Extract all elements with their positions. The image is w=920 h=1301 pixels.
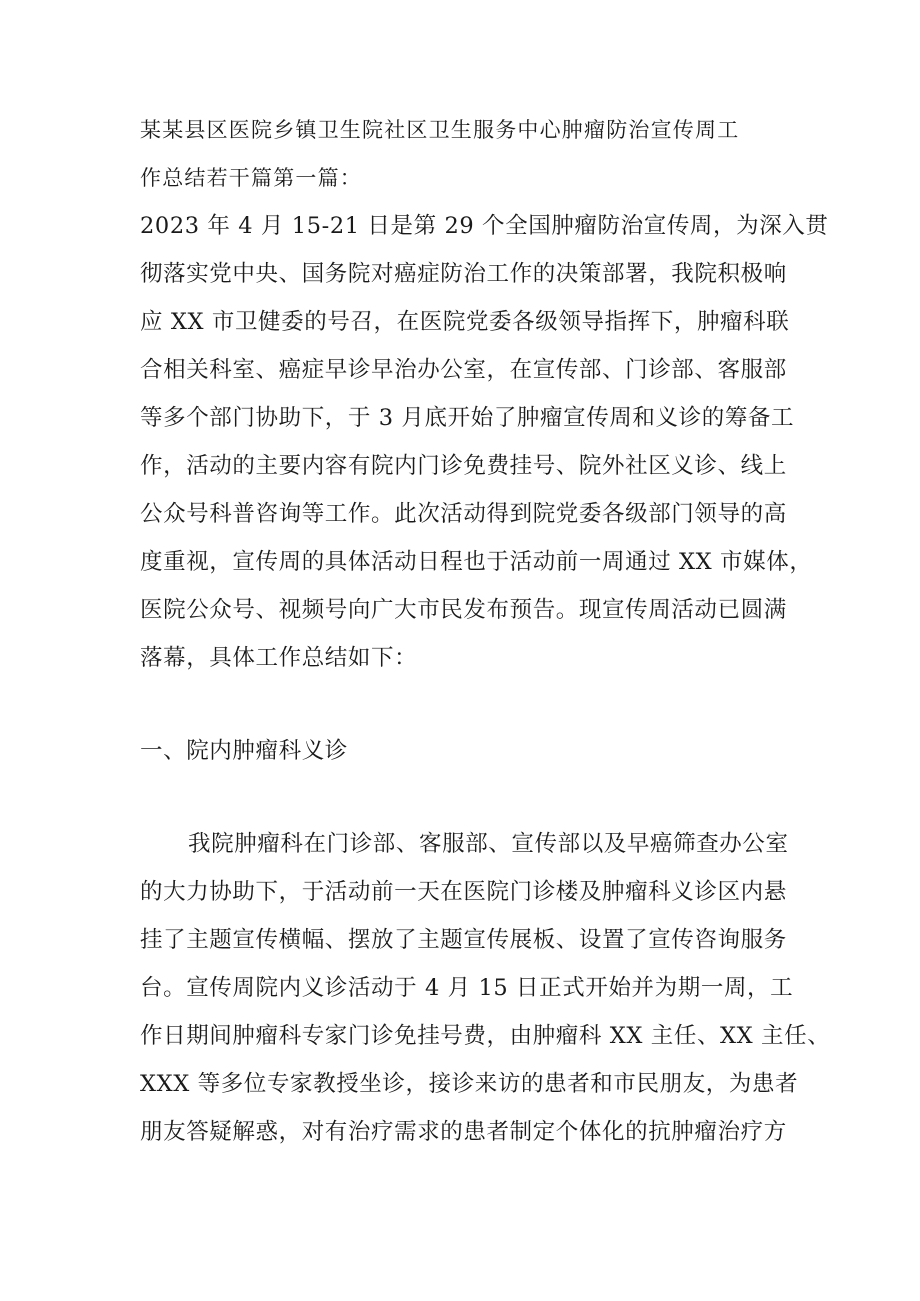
intro-paragraph-line: 公众号科普咨询等工作。此次活动得到院党委各级部门领导的高 (140, 501, 787, 527)
section-paragraph-line: 我院肿瘤科在门诊部、客服部、宣传部以及早癌筛查办公室 (188, 831, 789, 857)
intro-paragraph-line: 合相关科室、癌症早诊早治办公室，在宣传部、门诊部、客服部 (140, 357, 787, 383)
section-paragraph-line: 作日期间肿瘤科专家门诊免挂号费，由肿瘤科 XX 主任、XX 主任、 (140, 1023, 831, 1049)
section-paragraph-line: 朋友答疑解惑，对有治疗需求的患者制定个体化的抗肿瘤治疗方 (140, 1119, 787, 1145)
intro-paragraph-line: 等多个部门协助下，于 3 月底开始了肿瘤宣传周和义诊的筹备工 (140, 405, 795, 431)
document-title-line: 作总结若干篇第一篇： (140, 166, 362, 190)
intro-paragraph-line: 应 XX 市卫健委的号召，在医院党委各级领导指挥下，肿瘤科联 (140, 309, 790, 335)
section-heading: 一、院内肿瘤科义诊 (140, 738, 348, 764)
intro-paragraph-line: 2023 年 4 月 15-21 日是第 29 个全国肿瘤防治宣传周，为深入贯 (140, 213, 829, 239)
intro-paragraph-line: 彻落实党中央、国务院对癌症防治工作的决策部署，我院积极响 (140, 261, 787, 287)
section-paragraph-line: 挂了主题宣传横幅、摆放了主题宣传展板、设置了宣传咨询服务 (140, 927, 787, 953)
intro-paragraph-line: 落幕，具体工作总结如下： (140, 645, 418, 671)
intro-paragraph-line: 医院公众号、视频号向广大市民发布预告。现宣传周活动已圆满 (140, 597, 787, 623)
section-paragraph-line: XXX 等多位专家教授坐诊，接诊来访的患者和市民朋友，为患者 (140, 1071, 799, 1097)
document-title-line: 某某县区医院乡镇卫生院社区卫生服务中心肿瘤防治宣传周工 (140, 118, 740, 142)
section-paragraph-line: 台。宣传周院内义诊活动于 4 月 15 日正式开始并为期一周，工 (140, 975, 794, 1001)
intro-paragraph-line: 度重视，宣传周的具体活动日程也于活动前一周通过 XX 市媒体， (140, 549, 813, 575)
section-paragraph-line: 的大力协助下，于活动前一天在医院门诊楼及肿瘤科义诊区内悬 (140, 879, 787, 905)
intro-paragraph-line: 作，活动的主要内容有院内门诊免费挂号、院外社区义诊、线上 (140, 453, 787, 479)
